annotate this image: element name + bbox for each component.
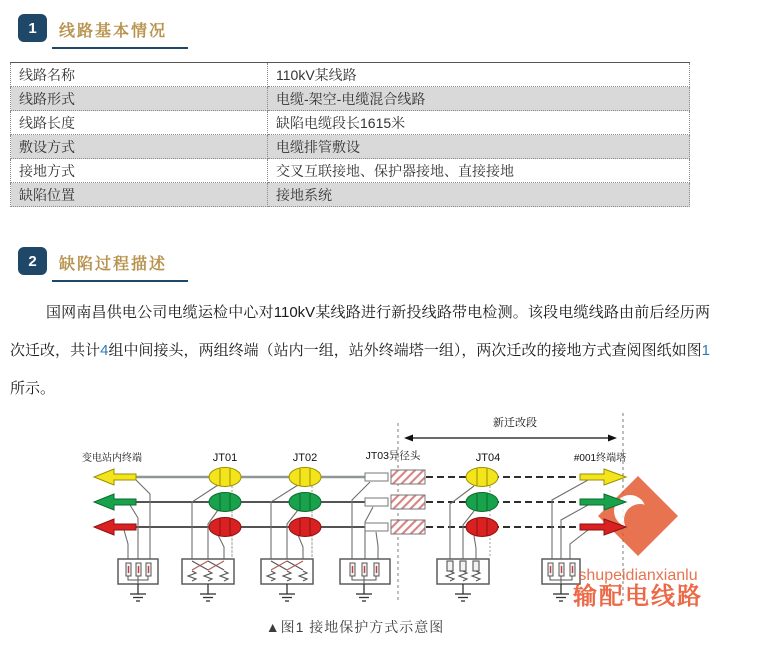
row-value: 110kV某线路 (268, 63, 690, 87)
row-value: 交叉互联接地、保护器接地、直接接地 (268, 159, 690, 183)
watermark-latin-text: shupeidianxianlu (578, 567, 698, 584)
para-number: 1 (701, 342, 710, 359)
table-row (11, 111, 690, 135)
label-jt01: JT01 (212, 452, 238, 464)
section2-title: 缺陷过程描述 (59, 256, 168, 273)
row-value: 电缆-架空-电缆混合线路 (268, 87, 690, 111)
label-terminal-left: 变电站内终端 (82, 453, 142, 464)
section1-title: 线路基本情况 (59, 23, 168, 40)
label-terminal-right: #001终端塔 (573, 453, 627, 464)
section2-number-badge: 2 (18, 247, 47, 275)
section1-number-badge: 1 (18, 14, 47, 42)
row-label: 线路长度 (11, 111, 268, 135)
row-value: 电缆排管敷设 (268, 135, 690, 159)
label-jt02: JT02 (292, 452, 318, 464)
line-info-table (10, 62, 690, 207)
table-row (11, 135, 690, 159)
defect-description-paragraph (10, 294, 710, 408)
row-label: 接地方式 (11, 159, 268, 183)
para-text: 国网南昌供电公司电缆运检中心对110kV某线路进行新投线路带电检测。该段电缆线路由前后经历两次迁改，共计 (10, 304, 710, 359)
table-row (11, 63, 690, 87)
label-jt04: JT04 (475, 452, 501, 464)
span-arrowhead-right (608, 435, 617, 442)
figure1-caption: ▲图1 接地保护方式示意图 (265, 619, 445, 635)
label-jt03: JT03异径头 (365, 450, 421, 462)
span-arrowhead-left (404, 435, 413, 442)
para-text: 所示。 (10, 380, 56, 397)
row-value: 缺陷电缆段长1615米 (268, 111, 690, 135)
terminal-arrows-left (94, 469, 136, 535)
para-text: 组中间接头，两组终端（站内一组，站外终端塔一组），两次迁改的接地方式查阅图纸如图 (108, 342, 702, 359)
table-row (11, 159, 690, 183)
table-row (11, 87, 690, 111)
grounding-diagram-svg (60, 408, 720, 613)
earth-symbols (130, 584, 569, 601)
watermark-cn-text: 输配电线路 (573, 583, 703, 610)
figure1-grounding-diagram (60, 408, 720, 613)
row-label: 线路形式 (11, 87, 268, 111)
jt03-reducer-joints (365, 470, 425, 534)
bonding-leads (124, 480, 588, 559)
grounding-boxes (118, 559, 580, 584)
new-section-label: 新迁改段 (493, 417, 537, 429)
watermark-logo (572, 476, 703, 610)
row-value: 接地系统 (268, 183, 690, 207)
row-label: 敷设方式 (11, 135, 268, 159)
terminal-arrows-right (580, 469, 626, 535)
row-label: 线路名称 (11, 63, 268, 87)
section2-underline (52, 280, 188, 282)
para-number: 4 (100, 342, 109, 359)
table-row (11, 183, 690, 207)
row-label: 缺陷位置 (11, 183, 268, 207)
section1-underline (52, 47, 188, 49)
